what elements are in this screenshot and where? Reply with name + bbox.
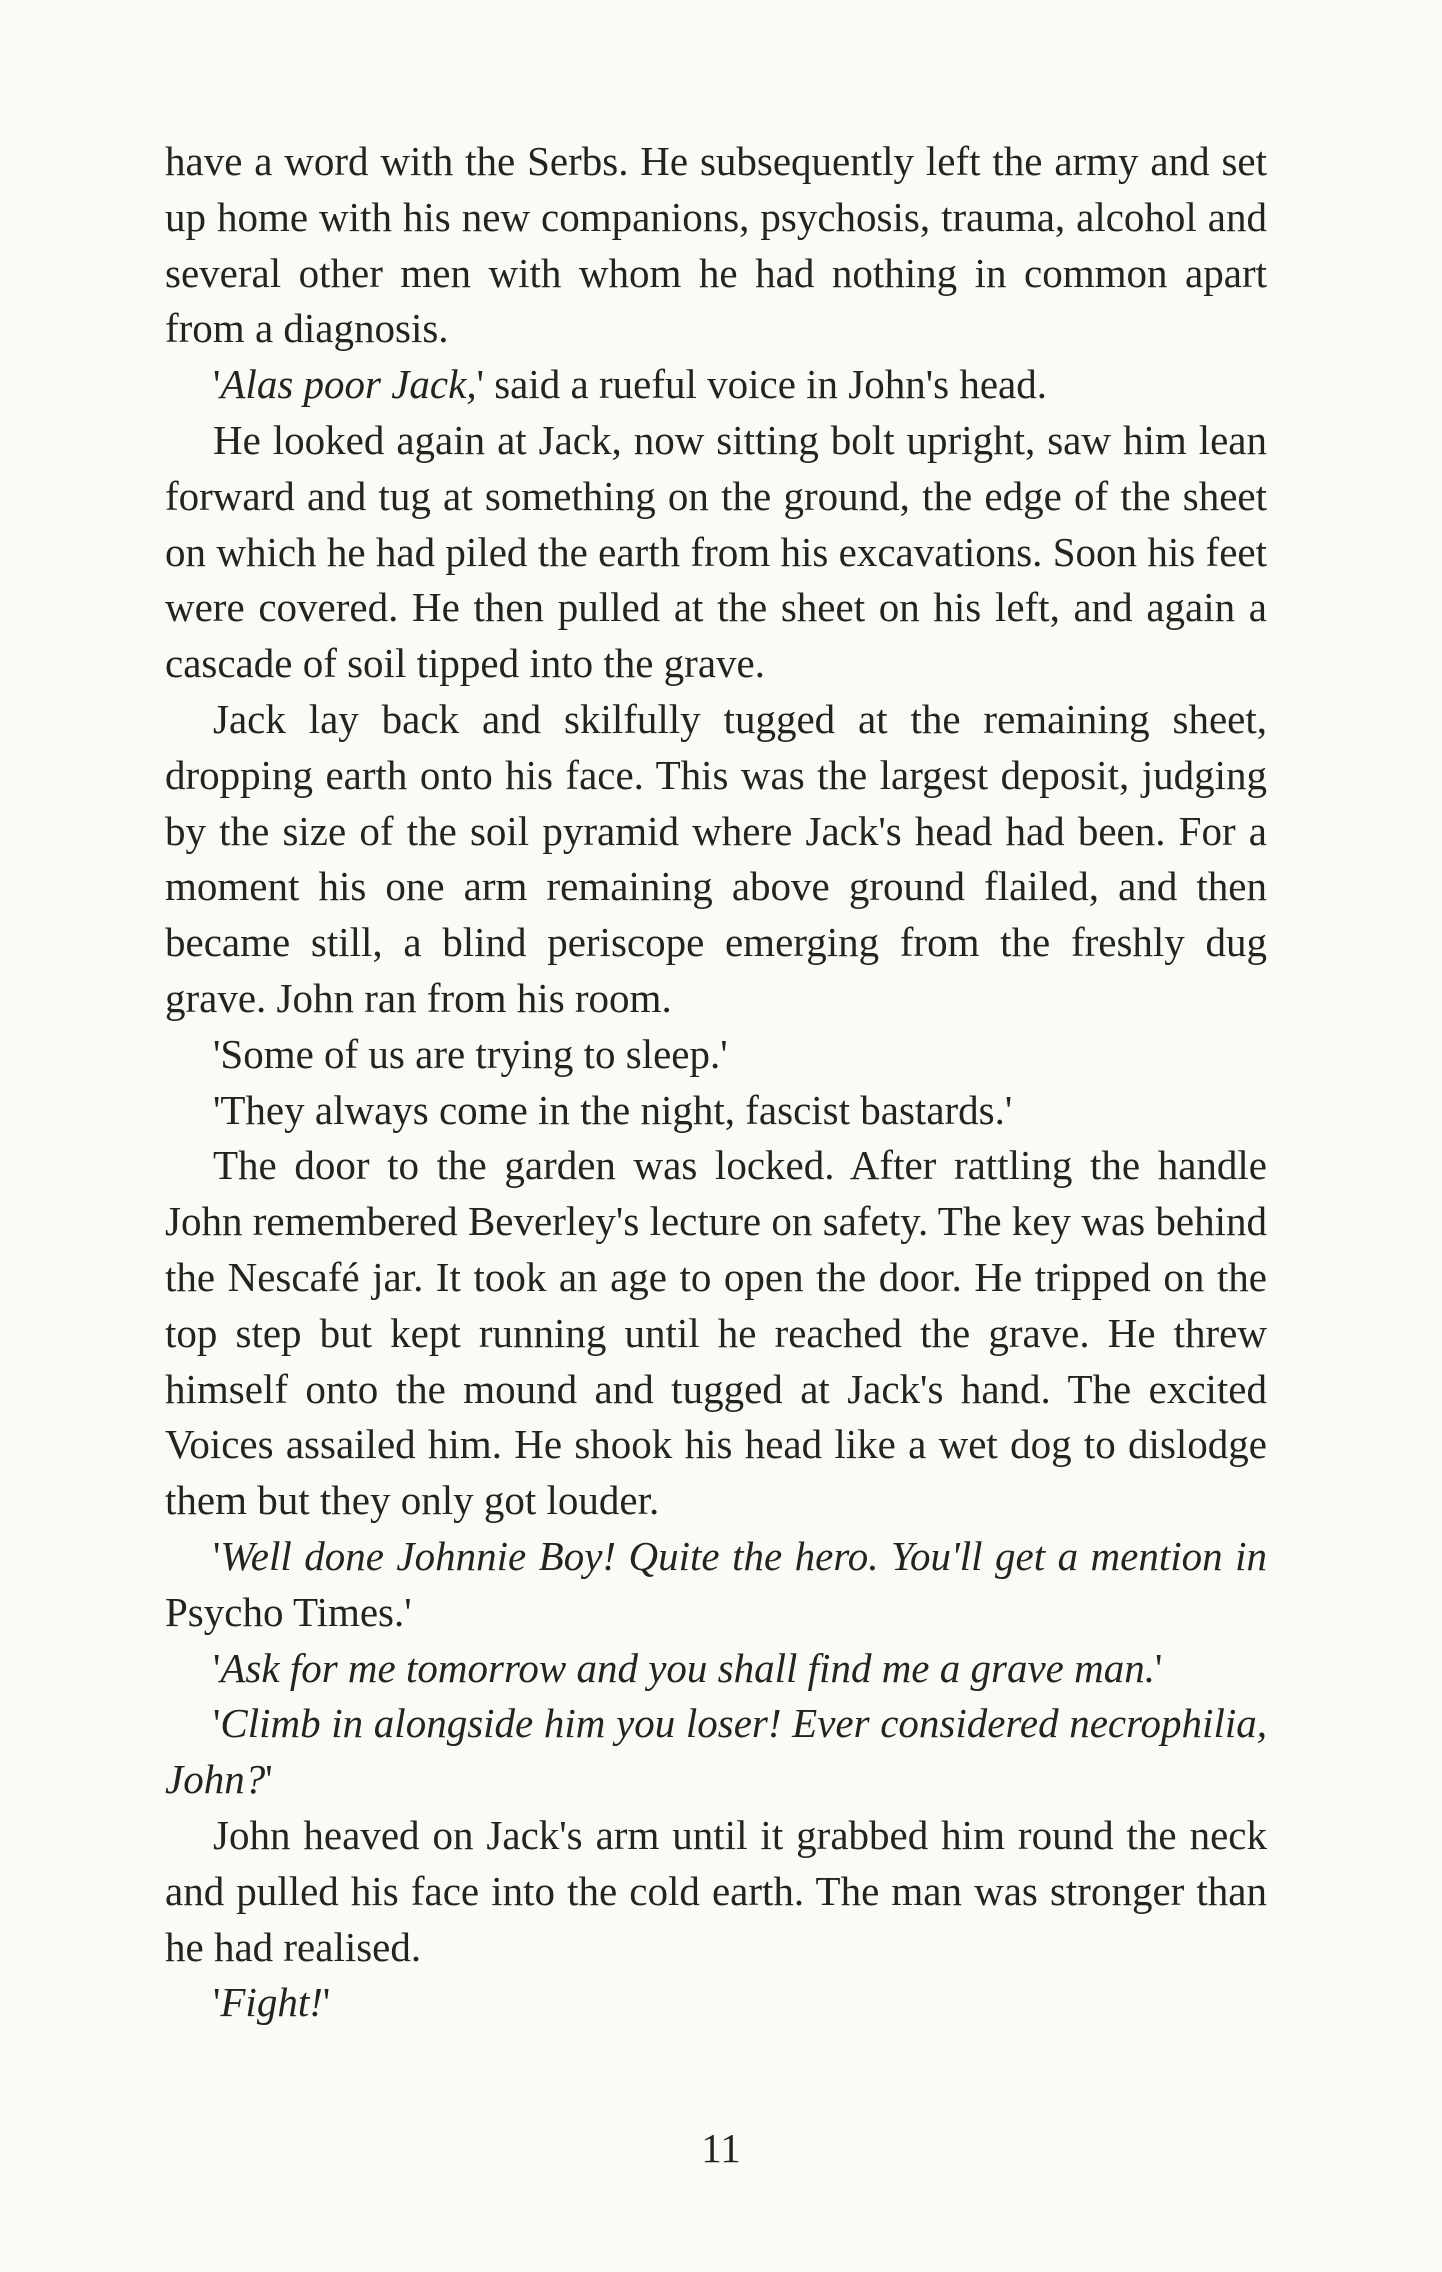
italic-run: Alas poor Jack, <box>220 361 477 408</box>
paragraph-p6 <box>165 1083 1267 1139</box>
text-run: ' said a rueful voice in John's head. <box>476 361 1047 408</box>
paragraph-p7 <box>165 1138 1267 1529</box>
paragraph-p3 <box>165 413 1267 692</box>
paragraph-p10 <box>165 1696 1267 1808</box>
paragraph-p8 <box>165 1529 1267 1641</box>
text-run: ' <box>265 1756 273 1803</box>
italic-run: Ask for me tomorrow and you shall find me a grave man. <box>220 1644 1155 1691</box>
italic-run: Climb in alongside him you loser! Ever considered necrophilia, John? <box>165 1700 1267 1803</box>
text-run: 'They always come in the night, fascist bastards.' <box>213 1086 1013 1133</box>
text-run: 'Some of us are trying to sleep.' <box>213 1030 728 1077</box>
paragraph-p4 <box>165 692 1267 1027</box>
text-run: John heaved on Jack's arm until it grabbed him round the neck and pulled his face into the cold earth. The man was stronger than he had realised. <box>165 1811 1267 1970</box>
page-number: 11 <box>701 2125 741 2171</box>
text-run: ' <box>213 1644 221 1691</box>
body-text <box>165 134 1267 2031</box>
paragraph-p1 <box>165 134 1267 357</box>
text-run: The door to the garden was locked. After rattling the handle John remembered Beverley's lecture on safety. The key was behind the Nescafé jar. It took an age to open the door. He tripped on the top step but kept running until he reached the grave. He threw himself onto the mound and tugged at Jack's hand. The excited Voices assailed him. He shook his head like a wet dog to dislodge them but they only got louder. <box>165 1142 1267 1524</box>
text-run: ' <box>322 1979 331 2026</box>
paragraph-p2 <box>165 357 1267 413</box>
text-run: ' <box>213 1700 221 1747</box>
italic-run: Fight! <box>220 1979 323 2026</box>
italic-run: Well done Johnnie Boy! Quite the hero. You'll get a mention in <box>220 1532 1267 1579</box>
paragraph-p12 <box>165 1975 1267 2031</box>
text-run: ' <box>1154 1644 1163 1691</box>
paragraph-p11 <box>165 1808 1267 1975</box>
text-run: Jack lay back and skilfully tugged at the remaining sheet, dropping earth onto his face. This was the largest deposit, judging by the size of the soil pyramid where Jack's head had been. For a moment his one arm remaining above ground flailed, and then became still, a blind periscope emerging from the freshly dug grave. John ran from his room. <box>165 695 1267 1021</box>
text-run: have a word with the Serbs. He subsequently left the army and set up home with his new companions, psychosis, trauma, alcohol and several other men with whom he had nothing in common apart from a diagnosis. <box>165 138 1267 352</box>
text-run: ' <box>213 361 221 408</box>
text-run: ' <box>213 1979 221 2026</box>
paragraph-p5 <box>165 1027 1267 1083</box>
text-run: He looked again at Jack, now sitting bolt upright, saw him lean forward and tug at something on the ground, the edge of the sheet on which he had piled the earth from his excavations. Soon his feet were covered. He then pulled at the sheet on his left, and again a cascade of soil tipped into the grave. <box>165 416 1267 687</box>
paragraph-p9 <box>165 1641 1267 1697</box>
text-run: ' <box>213 1532 221 1579</box>
text-run: Psycho Times.' <box>165 1588 412 1635</box>
